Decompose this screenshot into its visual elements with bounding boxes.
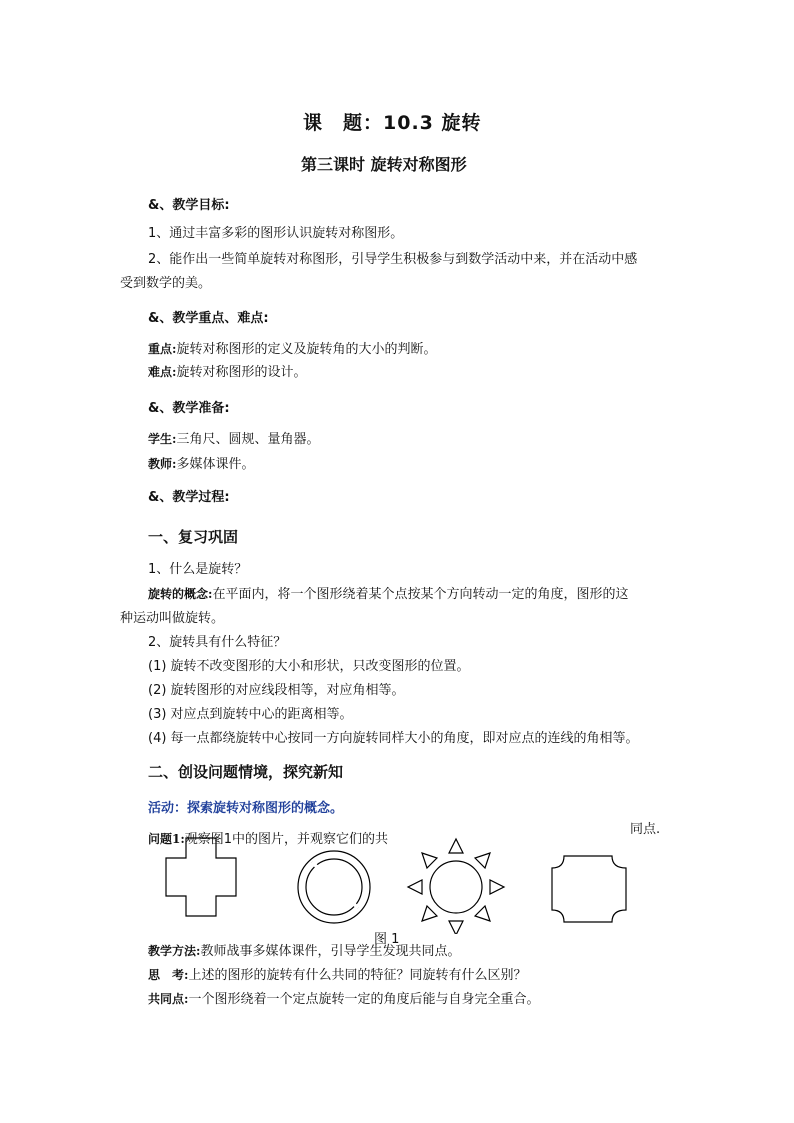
key-point-row [148,338,436,357]
preparation-heading: &、教学准备: [148,401,230,416]
common-label: 共同点: [148,992,189,1006]
problem-1-text: 观察图1中的图片，并观察它们的共 [184,832,389,847]
teacher-prep-row [148,453,254,472]
objective-2-line2: 受到数学的美。 [120,276,212,291]
figure-caption: 图 1 [374,932,400,947]
feature-4: (4) 每一点都绕旋转中心按同一方向旋转同样大小的角度，即对应点的连线的角相等。 [148,731,639,746]
method-row [148,940,460,959]
rotation-concept-text: 在平面内，将一个图形绕着某个点按某个方向转动一定的角度，图形的这 [212,587,629,602]
difficult-point-label: 难点: [148,365,177,379]
student-prep-row [148,428,319,447]
explore-heading: 二、创设问题情境，探究新知 [148,763,344,781]
objectives-heading: &、教学目标: [148,198,230,213]
feature-3: (3) 对应点到旋转中心的距离相等。 [148,707,353,722]
common-text: 一个图形绕着一个定点旋转一定的角度后能与自身完全重合。 [188,992,540,1007]
think-label: 思 考: [148,968,189,982]
problem-1-tail: 同点. [630,822,661,837]
difficult-point-text: 旋转对称图形的设计。 [176,365,307,380]
prohibition-sign-shape [298,851,370,923]
problem-1-label: 问题1: [148,832,185,846]
concave-corner-square-shape [552,856,626,922]
key-points-heading: &、教学重点、难点: [148,311,269,326]
think-row [148,964,526,983]
sun-shape [408,839,504,934]
figure-1 [160,834,640,934]
lesson-subtitle: 第三课时 旋转对称图形 [301,155,467,174]
key-point-text: 旋转对称图形的定义及旋转角的大小的判断。 [176,342,437,357]
student-prep-text: 三角尺、圆规、量角器。 [176,432,320,447]
rotation-concept-line2: 种运动叫做旋转。 [120,611,225,626]
common-row [148,988,539,1007]
objective-1: 1、通过丰富多彩的图形认识旋转对称图形。 [148,226,404,241]
teacher-prep-text: 多媒体课件。 [176,457,255,472]
lesson-title: 课 题：10.3 旋转 [303,112,482,134]
process-heading: &、教学过程: [148,490,230,505]
rotation-concept-line1 [148,583,628,602]
activity-line: 活动：探索旋转对称图形的概念。 [148,801,344,816]
review-question-2: 2、旋转具有什么特征？ [148,635,287,650]
difficult-point-row [148,361,306,380]
teacher-prep-label: 教师: [148,457,177,471]
student-prep-label: 学生: [148,432,177,446]
key-point-label: 重点: [148,342,177,356]
feature-1: (1) 旋转不改变图形的大小和形状，只改变图形的位置。 [148,659,470,674]
objective-2-line1: 2、能作出一些简单旋转对称图形，引导学生积极参与到数学活动中来，并在活动中感 [148,252,638,267]
review-heading: 一、复习巩固 [148,528,239,546]
method-label: 教学方法: [148,944,201,958]
feature-2: (2) 旋转图形的对应线段相等，对应角相等。 [148,683,405,698]
review-question-1: 1、什么是旋转？ [148,562,248,577]
rotation-concept-label: 旋转的概念: [148,587,213,601]
cross-shape-outline [166,838,236,916]
method-text: 教师战事多媒体课件，引导学生发现共同点。 [200,944,461,959]
think-text: 上述的图形的旋转有什么共同的特征？同旋转有什么区别？ [188,968,527,983]
